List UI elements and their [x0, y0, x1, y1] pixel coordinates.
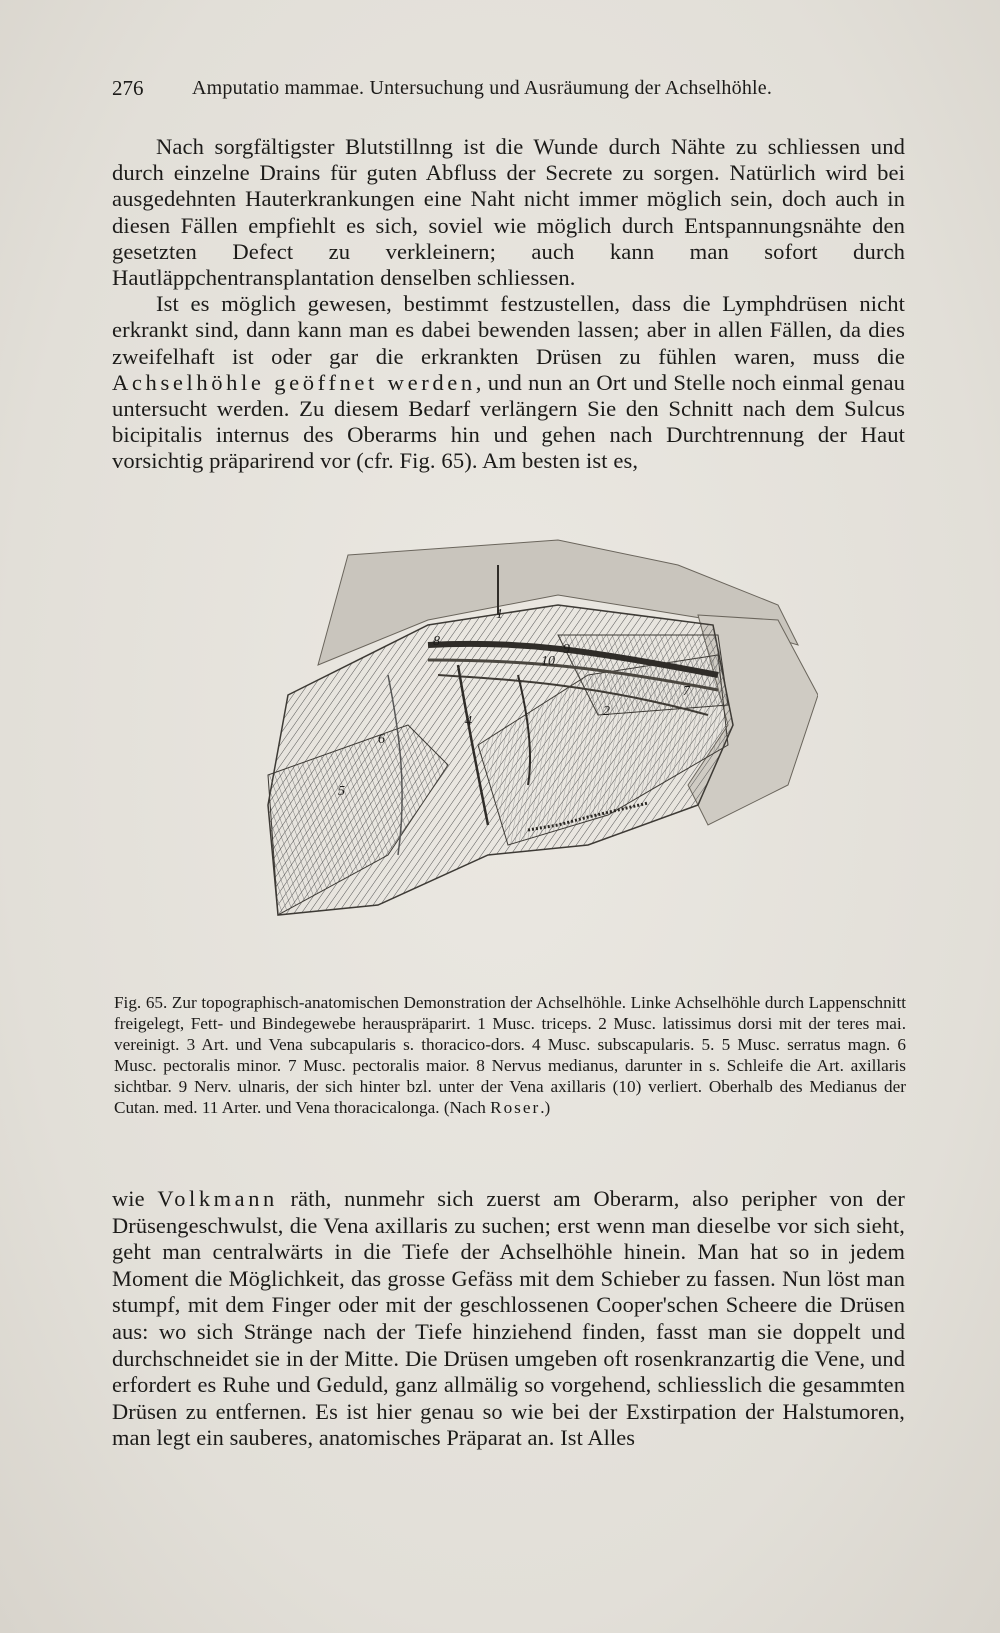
paragraph-3-start: wie	[112, 1186, 158, 1211]
body-text-upper	[112, 134, 905, 475]
caption-label: Fig. 65.	[114, 993, 168, 1012]
caption-end: .)	[540, 1098, 551, 1117]
figure-label-7: 8	[433, 634, 440, 649]
figure-caption	[114, 992, 906, 1118]
figure-label-9: 10	[541, 654, 555, 669]
author-name: Volkmann	[157, 1186, 278, 1211]
page-header	[112, 76, 902, 106]
figure-label-6: 7	[683, 684, 690, 699]
emphasized-phrase: Achselhöhle geöffnet werden	[112, 369, 476, 395]
figure-label-2: 2	[603, 704, 610, 719]
figure-label-5: 6	[378, 732, 385, 747]
paragraph-2	[112, 291, 905, 474]
anatomical-illustration	[258, 525, 818, 935]
caption-author: Roser	[490, 1098, 541, 1117]
caption-text: Zur topographisch-anatomischen Demonstration der Achselhöhle. Linke Achselhöhle durch Lappenschnitt freigelegt, Fett- und Bindegewebe herauspräparirt. 1 Musc. triceps. 2 Musc. latissimus dorsi mit der teres mai. vereinigt. 3 Art. und Vena subcapularis s. thoracico-dors. 4 Musc. subscapularis. 5. 5 Musc. serratus magn. 6 Musc. pectoralis minor. 7 Musc. pectoralis maior. 8 Nervus medianus, darunter in s. Schleife die Art. axillaris sichtbar. 9 Nerv. ulnaris, der sich hinter bzl. unter der Vena axillaris (10) verliert. Oberhalb des Medianus der Cutan. med. 11 Arter. und Vena thoracicalonga. (Nach	[114, 993, 906, 1117]
paragraph-2-end: , und nun an Ort und Stelle noch einmal genau untersucht werden. Zu diesem Bedarf verlängern Sie den Schnitt nach dem Sulcus bicipitalis internus des Oberarms hin und gehen nach Durchtrennung der Haut vorsichtig präparirend vor (cfr. Fig. 65). Am besten ist es,	[112, 369, 905, 474]
figure-label-4: 5	[338, 784, 345, 799]
figure-label-1: 1	[496, 607, 503, 622]
figure-label-3: 4	[465, 714, 472, 729]
body-text-lower	[112, 1186, 905, 1452]
paragraph-3-end: räth, nunmehr sich zuerst am Oberarm, also peripher von der Drüsengeschwulst, die Vena axillaris zu suchen; erst wenn man dieselbe vor sich sieht, geht man centralwärts in die Tiefe der Achselhöhle hinein. Man hat so in jedem Moment die Möglichkeit, das grosse Gefäss mit dem Schieber zu fassen. Nun löst man stumpf, mit dem Finger oder mit der geschlossenen Cooper'schen Scheere die Drüsen aus: wo sich Stränge nach der Tiefe hinziehend finden, fasst man sie doppelt und durchschneidet sie in der Mitte. Die Drüsen umgeben oft rosenkranzartig die Vene, und erfordert es Ruhe und Geduld, ganz allmälig so vorgehend, schliesslich die gesammten Drüsen zu entfernen. Es ist hier genau so wie bei der Exstirpation der Halstumoren, man legt ein sauberes, anatomisches Präparat an. Ist Alles	[112, 1186, 905, 1451]
paragraph-2-start: Ist es möglich gewesen, bestimmt festzustellen, dass die Lymphdrüsen nicht erkrankt sind, dann kann man es dabei bewenden lassen; aber in allen Fällen, da dies zweifelhaft ist oder gar die erkrankten Drüsen zu fühlen waren, muss die	[112, 291, 905, 369]
axilla-drawing	[258, 525, 818, 935]
running-title: Amputatio mammae. Untersuchung und Ausräumung der Achselhöhle.	[192, 77, 773, 99]
paragraph-3	[112, 1186, 905, 1452]
figure-label-8: 9	[563, 642, 570, 657]
page-number: 276	[112, 76, 144, 100]
paragraph-1: Nach sorgfältigster Blutstillnng ist die Wunde durch Nähte zu schliessen und durch einzelne Drains für guten Abfluss der Secrete zu sorgen. Natürlich wird bei ausgedehnten Hauterkrankungen eine Naht nicht immer möglich sein, doch auch in diesen Fällen empfiehlt es sich, soviel wie möglich durch Entspannungsnähte den gesetzten Defect zu verkleinern; auch kann man sofort durch Hautläppchentransplantation denselben schliessen.	[112, 134, 905, 291]
